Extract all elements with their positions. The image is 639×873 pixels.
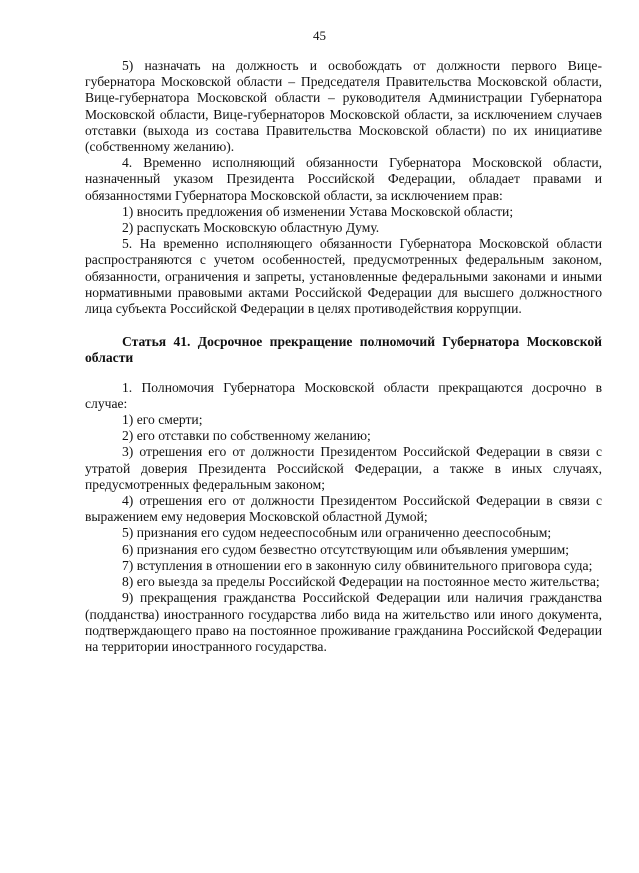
paragraph: 8) его выезда за пределы Российской Федерации на постоянное место жительства;: [122, 574, 600, 590]
document-body: [85, 58, 602, 655]
paragraph: 6) признания его судом безвестно отсутствующим или объявления умершим;: [122, 541, 570, 557]
paragraph: 3) отрешения его от должности Президентом Российской Федерации в связи с утратой доверия Президента Российской Федерации, а также в иных случаях, предусмотренных федеральным законом;: [85, 444, 602, 492]
paragraph: 5. На временно исполняющего обязанности Губернатора Московской области распространяются с учетом особенностей, предусмотренных федеральным законом, обязанности, ограничения и запреты, установленные федеральными законами и иными нормативными правовыми актами Российской Федерации для высшего должностного лица субъекта Российской Федерации в целях противодействия коррупции.: [85, 236, 602, 317]
paragraph: 9) прекращения гражданства Российской Федерации или наличия гражданства (подданства) иностранного государства либо вида на жительство или иного документа, подтверждающего право на постоянное проживание гражданина Российской Федерации на территории иностранного государства.: [85, 590, 602, 654]
paragraph: 1) его смерти;: [122, 412, 203, 428]
paragraph: 2) его отставки по собственному желанию;: [122, 428, 371, 444]
paragraph: 5) назначать на должность и освобождать от должности первого Вице-губернатора Московской области – Председателя Правительства Московской области, Вице-губернатора Московской области – руководителя Администрации Губернатора Московской области, Вице-губернаторов Московской области, за исключением случаев отставки (выхода из состава Правительства Московской области) по их инициативе (собственному желанию).: [85, 58, 602, 155]
paragraph: 5) признания его судом недееспособным или ограниченно дееспособным;: [122, 525, 552, 541]
paragraph: 2) распускать Московскую областную Думу.: [122, 220, 380, 236]
paragraph: 1) вносить предложения об изменении Устава Московской области;: [122, 203, 514, 219]
article-heading: Статья 41. Досрочное прекращение полномочий Губернатора Московской области: [85, 334, 602, 366]
page-number: 45: [313, 28, 326, 43]
paragraph: 4) отрешения его от должности Президентом Российской Федерации в связи с выражением ему недоверия Московской областной Думой;: [85, 493, 602, 525]
paragraph: 1. Полномочия Губернатора Московской области прекращаются досрочно в случае:: [85, 379, 602, 411]
paragraph: 7) вступления в отношении его в законную силу обвинительного приговора суда;: [122, 557, 593, 573]
paragraph: 4. Временно исполняющий обязанности Губернатора Московской области, назначенный указом Президента Российской Федерации, обладает правами и обязанностями Губернатора Московской области, за исключением прав:: [85, 155, 602, 203]
